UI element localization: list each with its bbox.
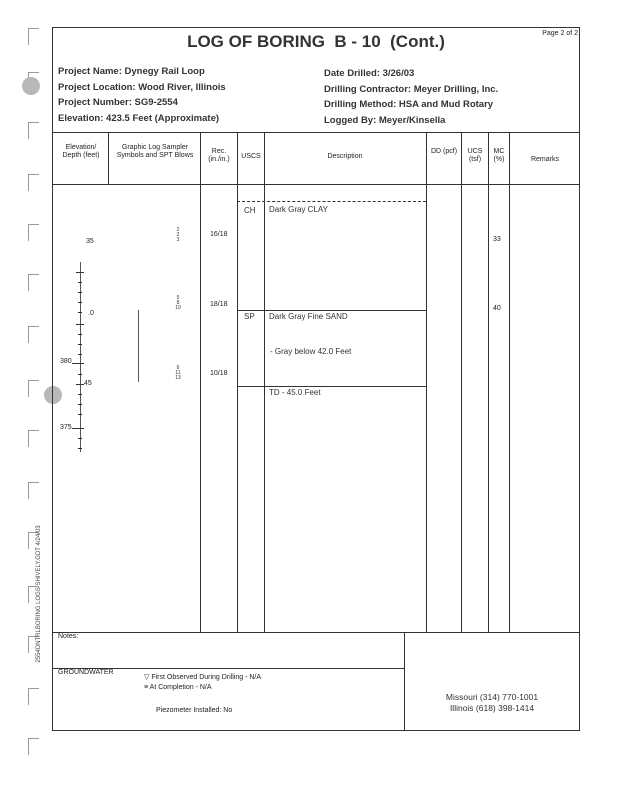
spt-blows-sample-2: 5 8 10 xyxy=(175,295,181,311)
project-number: Project Number: SG9-2554 xyxy=(58,97,178,108)
graphic-log-line xyxy=(138,310,139,382)
uscs-stratum-2: SP xyxy=(244,312,255,321)
depth-label-45: 45 xyxy=(84,380,92,387)
piezometer-installed: Piezometer Installed: No xyxy=(156,707,233,714)
notes-label: Notes: xyxy=(58,633,79,640)
page-number: Page 2 of 2 xyxy=(542,30,578,37)
spt-blows-sample-3: 6 11 13 xyxy=(175,365,181,381)
spt-blows-sample-1: 2 2 3 xyxy=(176,227,180,243)
project-info-left xyxy=(58,64,318,126)
page-title: LOG OF BORING B - 10 (Cont.) xyxy=(187,32,445,51)
project-info-right xyxy=(324,66,574,128)
recovery-sample-2: 18/18 xyxy=(210,301,228,308)
description-stratum-2: Dark Gray Fine SAND xyxy=(269,312,348,321)
col-elevation-depth: Elevation/ Depth (feet) xyxy=(62,144,100,159)
groundwater-at-completion: ≡ At Completion - N/A xyxy=(144,684,212,691)
col-graphic-log: Graphic Log Sampler Symbols and SPT Blows xyxy=(116,144,194,159)
logged-by: Logged By: Meyer/Kinsella xyxy=(324,114,446,126)
project-name: Project Name: Dynegy Rail Loop xyxy=(58,66,205,77)
stratum-top-dashed xyxy=(237,201,426,202)
col-remarks: Remarks xyxy=(530,156,559,163)
total-depth: TD - 45.0 Feet xyxy=(269,388,321,397)
col-recovery: Rec. (in./in.) xyxy=(208,148,230,163)
col-dry-density: DD (pcf) xyxy=(430,148,458,155)
recovery-sample-1: 16/18 xyxy=(210,231,228,238)
col-ucs: UCS (tsf) xyxy=(467,148,483,163)
water-level-triangle-icon: ▽ xyxy=(144,674,150,681)
side-file-stamp: 2554DNTRLBORING LOGS SHIVELY.GDT 4/24/03 xyxy=(36,525,42,663)
depth-label-40: .0 xyxy=(88,310,94,317)
uscs-stratum-1: CH xyxy=(244,206,256,215)
description-stratum-1: Dark Gray CLAY xyxy=(269,205,328,214)
drilling-contractor: Drilling Contractor: Meyer Drilling, Inc. xyxy=(324,83,499,95)
date-drilled: Date Drilled: 3/26/03 xyxy=(324,68,415,79)
project-elevation: Elevation: 423.5 Feet (Approximate) xyxy=(58,112,220,124)
groundwater-label: GROUNDWATER xyxy=(58,669,114,676)
description-gray-note: - Gray below 42.0 Feet xyxy=(270,347,352,356)
water-level-bar-icon: ≡ xyxy=(144,684,149,691)
contact-phones xyxy=(404,692,580,714)
elevation-label-380: 380 xyxy=(60,358,72,365)
drilling-method: Drilling Method: HSA and Mud Rotary xyxy=(324,99,494,110)
groundwater-first-observed: ▽ First Observed During Drilling - N/A xyxy=(144,674,262,681)
project-location: Project Location: Wood River, Illinois xyxy=(58,81,226,93)
moisture-sample-1: 33 xyxy=(493,236,501,243)
phone-illinois: Illinois (618) 398-1414 xyxy=(449,703,535,713)
depth-label-35: 35 xyxy=(86,238,94,245)
binder-hole-top xyxy=(22,77,40,95)
col-description: Description xyxy=(327,153,363,160)
recovery-sample-3: 10/18 xyxy=(210,370,228,377)
col-uscs: USCS xyxy=(241,153,261,160)
col-moisture: MC (%) xyxy=(493,148,505,163)
phone-missouri: Missouri (314) 770-1001 xyxy=(445,692,539,702)
elevation-label-375: 375 xyxy=(60,424,72,431)
moisture-sample-2: 40 xyxy=(493,305,501,312)
